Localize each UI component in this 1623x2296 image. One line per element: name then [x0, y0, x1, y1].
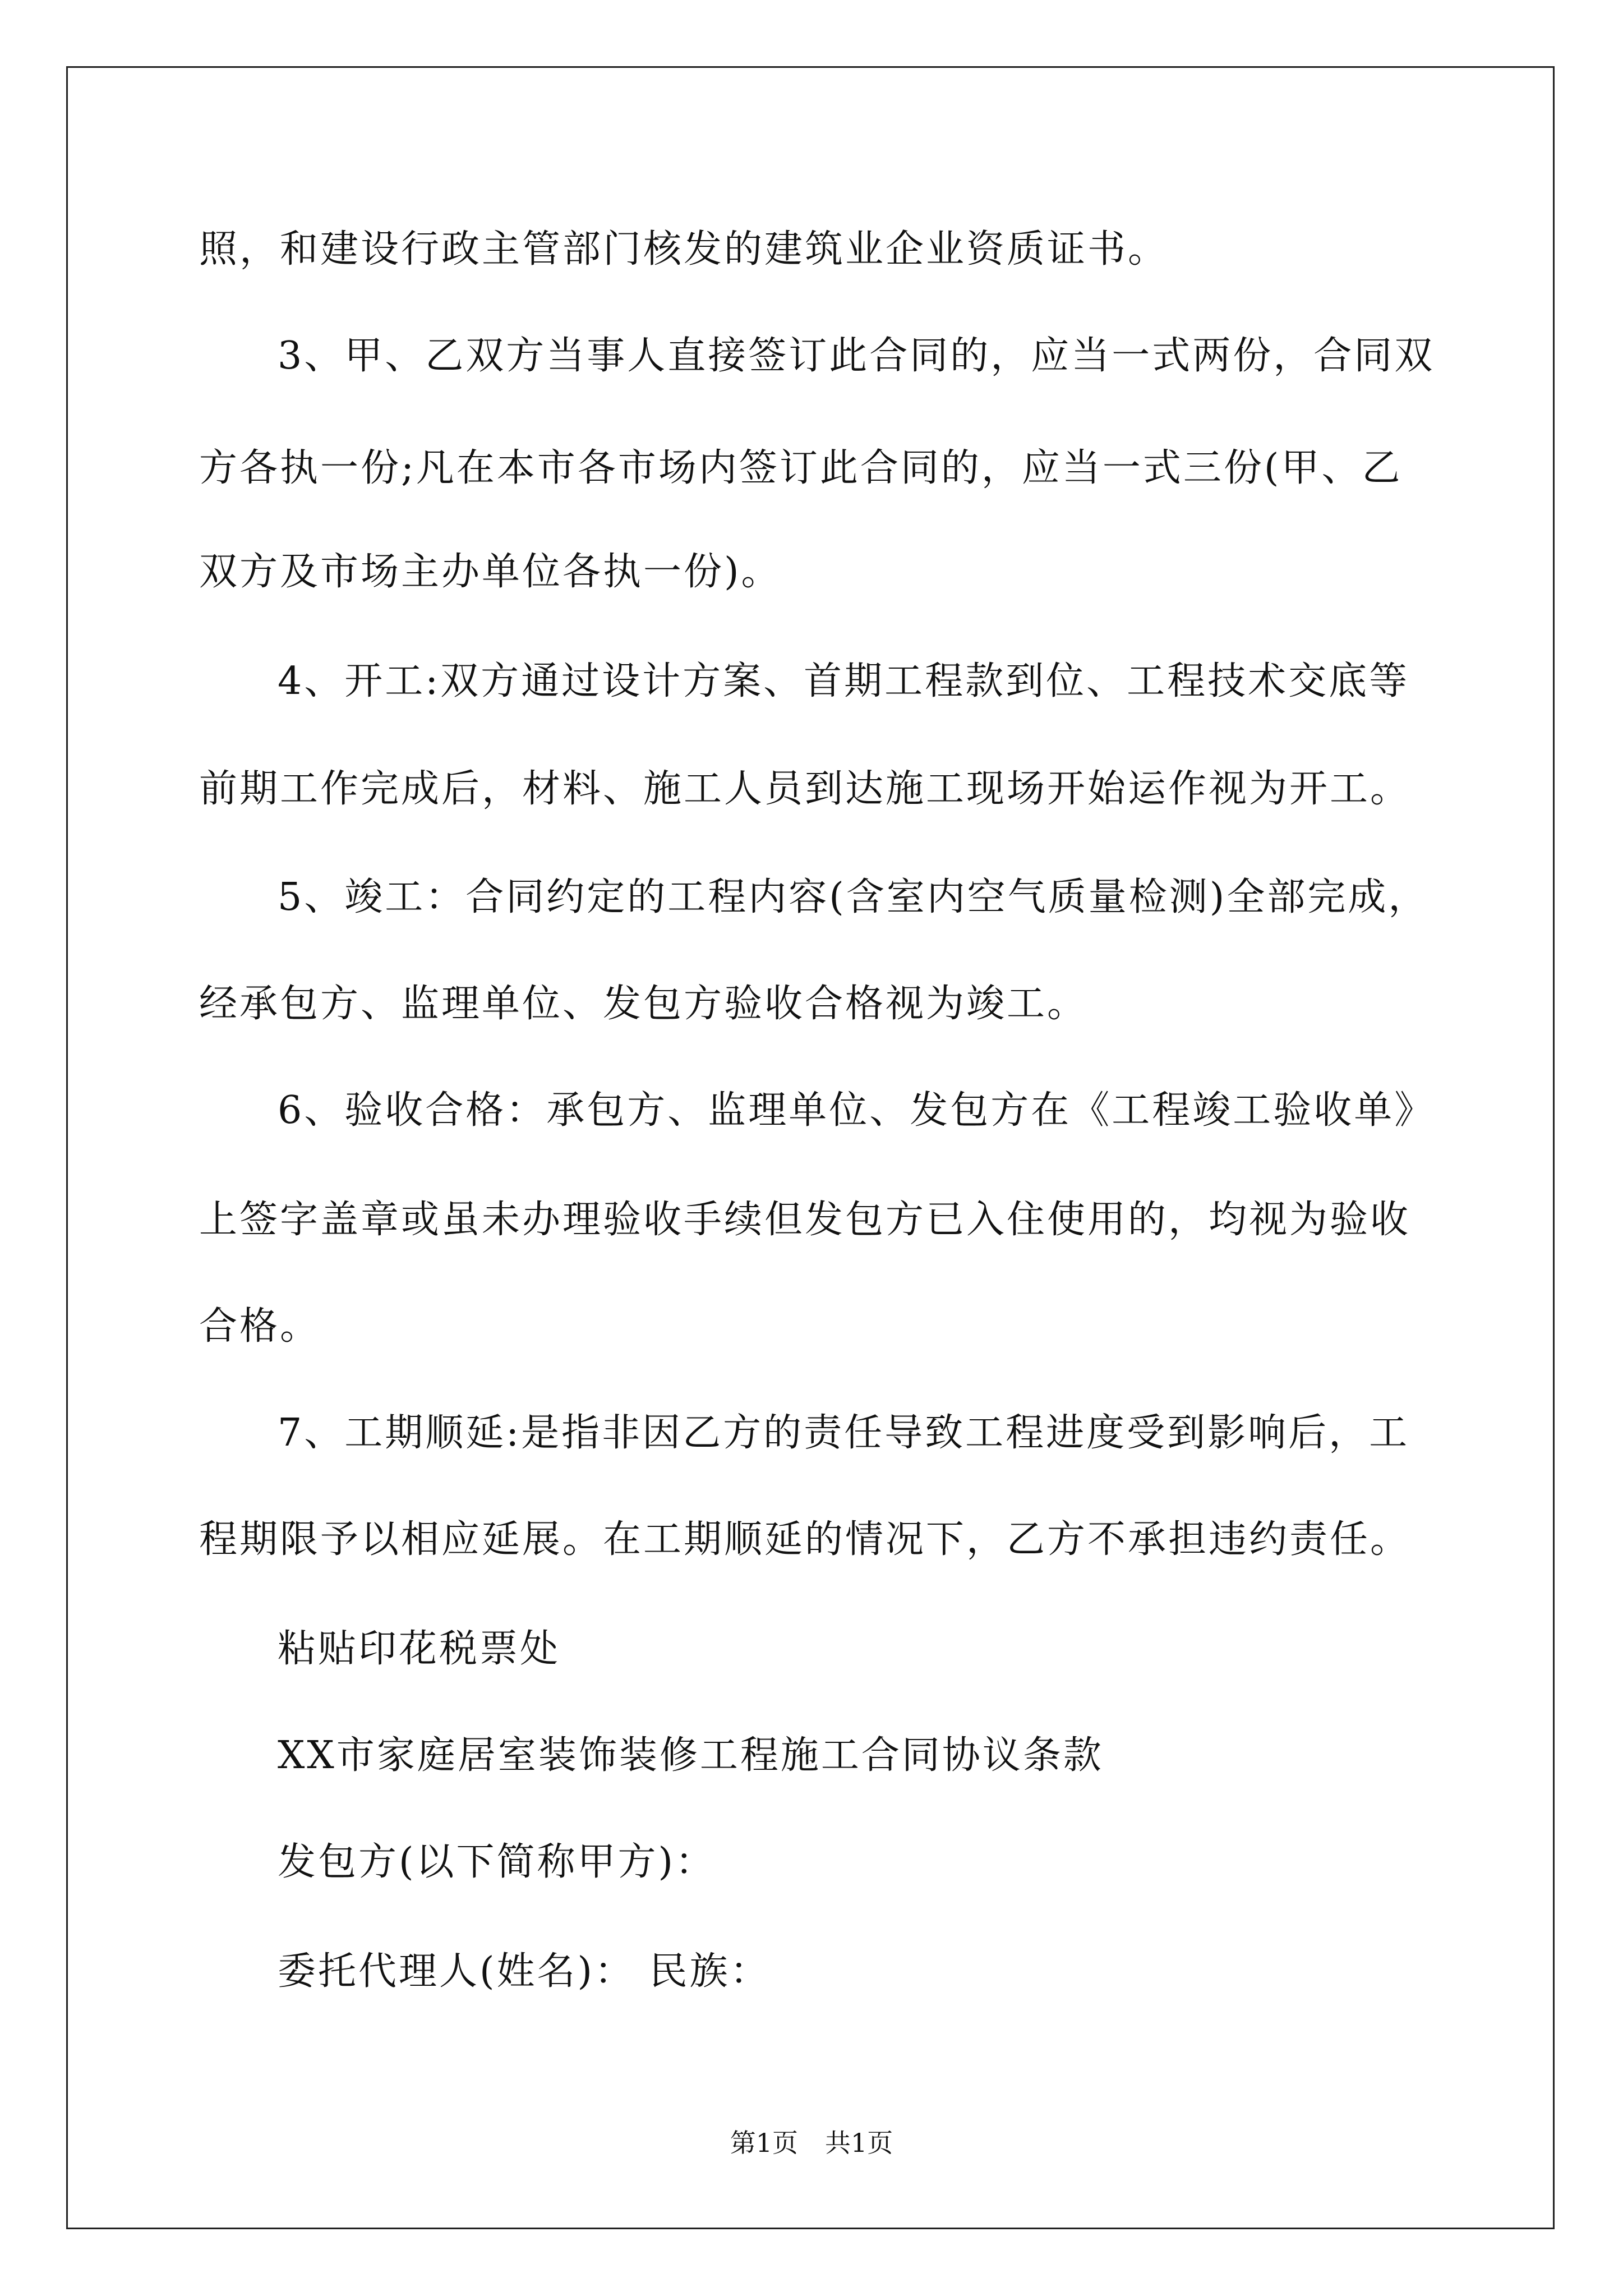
page-total: 共1页	[825, 2128, 893, 2158]
text-line: 粘贴印花税票处	[278, 1627, 561, 1671]
text-line: 双方及市场主办单位各执一份)。	[199, 550, 782, 594]
text-line: 合格。	[199, 1304, 321, 1349]
text-line: 上签字盖章或虽未办理验收手续但发包方已入住使用的，均视为验收	[199, 1198, 1411, 1242]
text-line: 前期工作完成后，材料、施工人员到达施工现场开始运作视为开工。	[199, 767, 1411, 811]
text-line: 照，和建设行政主管部门核发的建筑业企业资质证书。	[199, 227, 1169, 272]
text-line: 经承包方、监理单位、发包方验收合格视为竣工。	[199, 982, 1088, 1026]
text-line: 7、工期顺延:是指非因乙方的责任导致工程进度受到影响后，工	[278, 1411, 1410, 1455]
text-line: 4、开工:双方通过设计方案、首期工程款到位、工程技术交底等	[278, 659, 1410, 703]
text-line: 3、甲、乙双方当事人直接签订此合同的，应当一式两份，合同双	[278, 334, 1435, 378]
text-line: 委托代理人(姓名)： 民族：	[278, 1949, 771, 1994]
text-line: 方各执一份;凡在本市各市场内签订此合同的，应当一式三份(甲、乙	[199, 446, 1403, 490]
text-line: XX市家庭居室装饰装修工程施工合同协议条款	[278, 1733, 1104, 1778]
page-footer	[0, 2126, 1623, 2160]
text-line: 5、竣工：合同约定的工程内容(含室内空气质量检测)全部完成，	[278, 875, 1429, 919]
text-line: 程期限予以相应延展。在工期顺延的情况下，乙方不承担违约责任。	[199, 1517, 1411, 1562]
page-border	[66, 66, 1555, 2229]
page-number: 第1页	[730, 2128, 798, 2158]
text-line: 发包方(以下简称甲方)：	[278, 1840, 716, 1884]
text-line: 6、验收合格：承包方、监理单位、发包方在《工程竣工验收单》	[278, 1088, 1435, 1133]
